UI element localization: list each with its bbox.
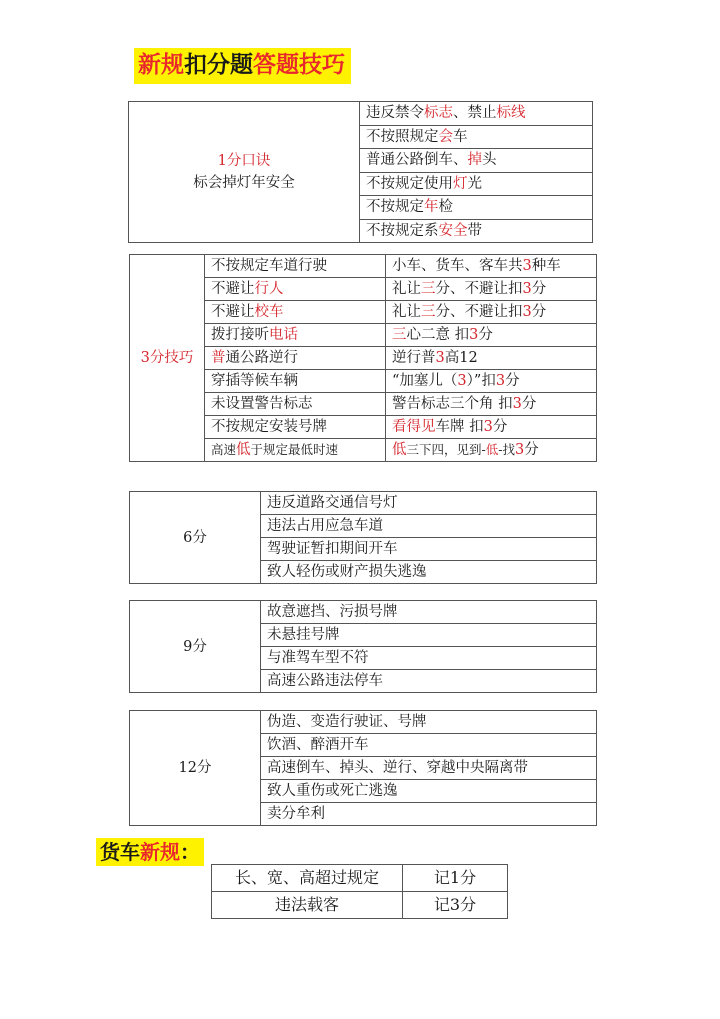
six-point-rule: 驾驶证暂扣期间开车 (261, 538, 597, 561)
three-point-rule (205, 370, 386, 393)
three-point-rule (205, 439, 386, 462)
row-text: 带 (467, 222, 482, 239)
truck-rule-points: 记1分 (403, 865, 508, 892)
tip-keyword: 看得见 (392, 419, 436, 435)
twelve-point-label-text: 12分 (178, 760, 212, 776)
twelve-point-rule: 卖分牟利 (261, 803, 597, 826)
one-point-heading: 1分口诀 (217, 153, 271, 169)
three-point-tip (386, 324, 597, 347)
nine-point-rule: 故意遮挡、污损号牌 (261, 601, 597, 624)
rule-text: 拨打接听 (211, 327, 269, 343)
tip-text: 分 (492, 419, 508, 435)
rule-text: 不按规定安装号牌 (211, 419, 327, 435)
one-point-row (360, 125, 593, 149)
row-keyword: 标线 (496, 105, 526, 122)
truck-title-part: ： (180, 840, 200, 864)
rule-text: 穿插等候车辆 (211, 373, 298, 389)
tip-text: 分 (505, 373, 520, 389)
tip-text: -找 (498, 442, 515, 457)
three-point-table (129, 254, 597, 462)
one-point-mnemonic-cell (129, 102, 360, 243)
row-text: 头 (482, 152, 497, 169)
truck-rule-item: 违法载客 (212, 892, 403, 919)
tip-text: 逆行普 (392, 350, 436, 366)
tip-text: 警告标志三个角 扣 (392, 396, 513, 412)
one-point-row (360, 219, 593, 243)
row-keyword: 年 (424, 199, 439, 216)
tip-text: 小车、货车、客车共 (392, 258, 523, 274)
truck-rule-item: 长、宽、高超过规定 (212, 865, 403, 892)
rule-keyword: 电话 (269, 327, 298, 343)
tip-keyword: 3 (435, 350, 445, 366)
three-point-rule (205, 278, 386, 301)
row-text: 检 (438, 199, 453, 216)
truck-rules-table (211, 864, 508, 919)
tip-keyword: 3 (522, 258, 532, 274)
tip-keyword: 3 (522, 281, 532, 297)
tip-keyword: 三 (421, 304, 436, 320)
nine-point-table (129, 600, 597, 693)
tip-text: “加塞儿（ (392, 373, 458, 389)
three-point-tip (386, 347, 597, 370)
three-point-tip (386, 370, 597, 393)
rule-text: 未设置警告标志 (211, 396, 313, 412)
tip-keyword: 3 (483, 419, 493, 435)
tip-text: 种车 (531, 258, 561, 274)
row-text: 普通公路倒车、 (366, 152, 468, 169)
tip-text: 三下四，见到- (406, 442, 486, 457)
rule-keyword: 校车 (254, 304, 284, 320)
twelve-point-rule: 高速倒车、掉头、逆行、穿越中央隔离带 (261, 757, 597, 780)
truck-rules-title (96, 838, 204, 866)
row-text: 违反禁令 (366, 105, 424, 122)
tip-text: 心二意 扣 (406, 327, 470, 343)
row-text: 不按规定使用 (366, 175, 453, 192)
title-part-tips: 答题技巧 (253, 52, 345, 78)
title-part-new-rules: 新规 (138, 52, 184, 78)
three-point-rule (205, 255, 386, 278)
three-point-tip (386, 278, 597, 301)
nine-point-label-text: 9分 (183, 638, 207, 655)
row-text: 不按规定系 (366, 222, 439, 239)
row-text: 光 (467, 175, 482, 192)
row-text: 车 (453, 128, 468, 145)
one-point-row (360, 149, 593, 173)
tip-text: 分 (478, 327, 493, 343)
row-text: 不按规定 (366, 199, 424, 216)
twelve-point-rule: 伪造、变造行驶证、号牌 (261, 711, 597, 734)
nine-point-rule: 高速公路违法停车 (261, 670, 597, 693)
rule-text: 不按规定车道行驶 (211, 258, 327, 274)
three-point-tip (386, 301, 597, 324)
nine-point-rule: 未悬挂号牌 (261, 624, 597, 647)
twelve-point-table (129, 710, 597, 826)
one-point-mnemonic: 标会掉灯年安全 (193, 175, 295, 191)
title-part-deduction: 扣分题 (184, 52, 253, 78)
tip-keyword: 低 (485, 442, 499, 457)
row-text: 、禁止 (453, 105, 497, 122)
tip-keyword: 三 (392, 327, 407, 343)
tip-text: 分、不避让扣 (435, 281, 523, 297)
one-point-row (360, 196, 593, 220)
truck-rule-points: 记3分 (403, 892, 508, 919)
rule-text: 不避让 (211, 304, 255, 320)
tip-text: 车牌 扣 (435, 419, 484, 435)
three-point-rule (205, 416, 386, 439)
one-point-table (128, 101, 593, 243)
three-point-label (130, 255, 205, 462)
one-point-row (360, 102, 593, 126)
one-point-row (360, 172, 593, 196)
six-point-rule: 违法占用应急车道 (261, 515, 597, 538)
tip-keyword: 3 (495, 373, 506, 389)
row-keyword: 安全 (438, 222, 468, 239)
page-title (134, 48, 351, 84)
tip-keyword: 3 (514, 442, 525, 458)
tip-text: 礼让 (392, 281, 421, 297)
nine-point-rule: 与准驾车型不符 (261, 647, 597, 670)
rule-text: 通公路逆行 (225, 350, 298, 366)
six-point-label (130, 492, 261, 584)
row-keyword: 标志 (424, 105, 453, 122)
rule-keyword: 低 (236, 442, 251, 458)
tip-text: 高12 (444, 350, 478, 366)
row-keyword: 掉 (467, 152, 482, 169)
three-point-rule (205, 347, 386, 370)
tip-keyword: 低 (392, 442, 407, 458)
six-point-label-text: 6分 (183, 529, 207, 546)
twelve-point-rule: 饮酒、醉酒开车 (261, 734, 597, 757)
three-point-tip (386, 255, 597, 278)
row-keyword: 会 (438, 128, 453, 145)
three-point-tip (386, 393, 597, 416)
tip-text: 礼让 (392, 304, 421, 320)
three-point-tip (386, 416, 597, 439)
rule-text: 于规定最低时速 (250, 442, 339, 457)
six-point-table (129, 491, 597, 584)
tip-text: ）”扣 (466, 373, 496, 389)
three-point-label-text: 3分技巧 (140, 350, 194, 366)
row-text: 不按照规定 (366, 128, 439, 145)
tip-text: 分 (531, 304, 547, 320)
rule-text: 高速 (211, 442, 237, 457)
three-point-rule (205, 393, 386, 416)
twelve-point-rule: 致人重伤或死亡逃逸 (261, 780, 597, 803)
rule-keyword: 行人 (254, 281, 284, 297)
rule-keyword: 普 (211, 350, 226, 366)
rule-text: 不避让 (211, 281, 255, 297)
tip-text: 分 (521, 396, 537, 412)
six-point-rule: 致人轻伤或财产损失逃逸 (261, 561, 597, 584)
tip-keyword: 3 (457, 373, 467, 389)
six-point-rule: 违反道路交通信号灯 (261, 492, 597, 515)
truck-title-part: 新规 (140, 840, 180, 864)
three-point-rule (205, 324, 386, 347)
tip-text: 分 (524, 442, 539, 458)
nine-point-label (130, 601, 261, 693)
tip-keyword: 3 (522, 304, 532, 320)
twelve-point-label (130, 711, 261, 826)
tip-keyword: 三 (421, 281, 436, 297)
three-point-rule (205, 301, 386, 324)
tip-text: 分 (531, 281, 547, 297)
row-keyword: 灯 (453, 175, 468, 192)
truck-title-part: 货车 (100, 840, 140, 864)
three-point-tip (386, 439, 597, 462)
tip-text: 分、不避让扣 (435, 304, 523, 320)
tip-keyword: 3 (469, 327, 479, 343)
tip-keyword: 3 (512, 396, 522, 412)
